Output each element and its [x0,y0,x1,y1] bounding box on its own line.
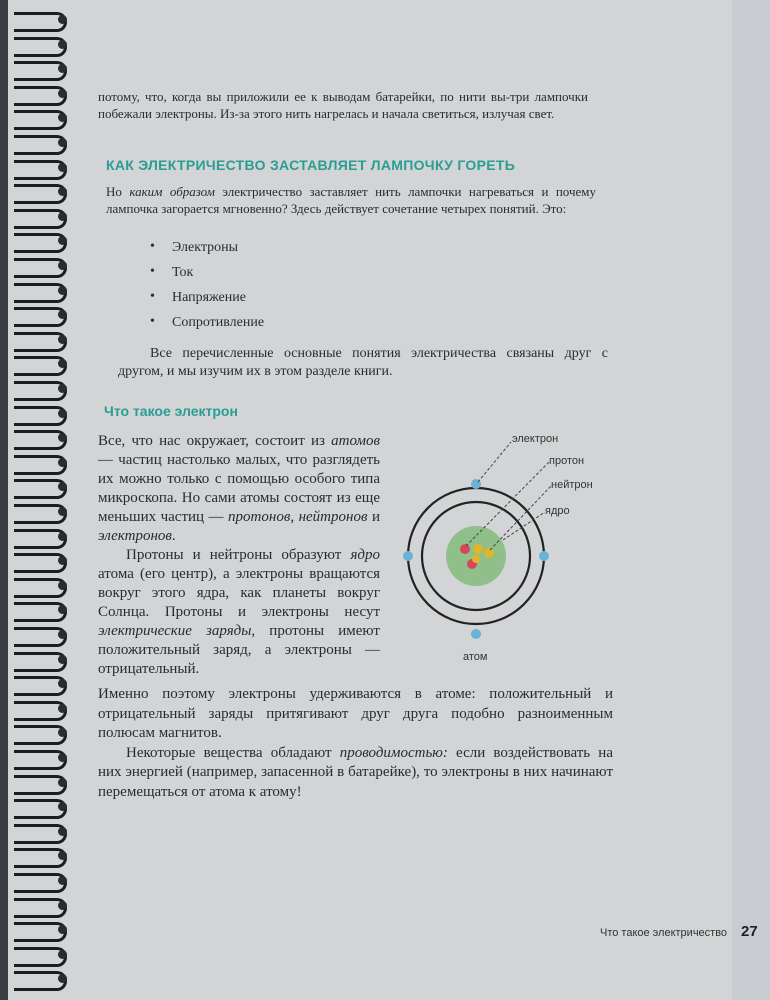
punch-hole [58,286,67,295]
electron [539,551,549,561]
list-item: • Напряжение [150,290,264,315]
neutron [472,555,480,563]
punch-hole [58,409,67,418]
punch-hole [58,876,67,885]
punch-hole [58,458,67,467]
punch-hole [58,753,67,762]
punch-hole [58,89,67,98]
conductivity-paragraph: Некоторые вещества обладают проводимостью: если воздействовать на них энергией (например, запасенной в батарейке), то электроны в них начинают перемещаться от атома к атому! [98,744,613,800]
punch-hole [58,532,67,541]
list-item: • Ток [150,265,264,290]
spiral-binding [8,0,78,1000]
page-number: 27 [741,923,758,940]
punch-hole [58,212,67,221]
proton [460,544,470,554]
punch-hole [58,384,67,393]
intro-paragraph: потому, что, когда вы приложили ее к выводам батарейки, по нити вы-три лампочки побежали электроны. Из-за этого нить нагрелась и начала светиться, излучая свет. [98,89,588,121]
punch-hole [58,507,67,516]
section-heading: КАК ЭЛЕКТРИЧЕСТВО ЗАСТАВЛЯЕТ ЛАМПОЧКУ ГОРЕТЬ [106,157,516,173]
leader-line [466,462,549,546]
punch-hole [58,827,67,836]
subheading: Что такое электрон [104,403,238,419]
label-atom: атом [463,651,488,663]
punch-hole [58,261,67,270]
punch-hole [58,15,67,24]
electron [471,629,481,639]
book-page [8,0,758,1000]
neutron [484,548,494,558]
list-item: • Сопротивление [150,315,264,340]
neutron [473,544,483,554]
leader-line [503,512,545,540]
section-paragraph: Но каким образом электричество заставляет нить лампочки нагреваться и почему лампочка загорается мгновенно? Здесь действует сочетание четырех понятий. Это: [106,184,596,216]
full-width-text [98,685,613,802]
punch-hole [58,163,67,172]
punch-hole [58,778,67,787]
atom-diagram [403,428,593,668]
atoms-paragraph: Все, что нас окружает, состоит из атомов — частиц настолько малых, что разглядеть их можно только с помощью особого типа микроскопа. Но сами атомы состоят из еще меньших частиц — протонов, нейтронов и электронов. [98,433,380,544]
list-item: • Электроны [150,240,264,265]
punch-hole [58,655,67,664]
left-column [98,432,380,679]
punch-hole [58,581,67,590]
punch-hole [58,630,67,639]
footer-title: Что такое электричество [600,927,728,939]
punch-hole [58,335,67,344]
punch-hole [58,950,67,959]
punch-hole [58,138,67,147]
attraction-paragraph: Именно поэтому электроны удерживаются в атоме: положительный и отрицательный заряды притягивают друг друга подобно разноименным полюсам магнитов. [98,686,613,741]
punch-hole [58,40,67,49]
concept-list [150,240,264,340]
electron [403,551,413,561]
leader-line [478,442,511,482]
label-nucleus: ядро [545,505,570,517]
punch-hole [58,901,67,910]
nucleus-paragraph: Протоны и нейтроны образуют ядро атома (его центр), а электроны вращаются вокруг этого ядра, как планеты вокруг Солнца. Протоны и электроны несут электрические заряды, протоны имеют положительный заряд, а электроны — отрицательный. [98,547,380,677]
label-proton: протон [549,455,585,467]
label-neutron: нейтрон [551,479,593,491]
label-electron: электрон [512,433,559,445]
summary-paragraph: Все перечисленные основные понятия электричества связаны друг с другом, и мы изучим их в этом разделе книги. [118,346,608,379]
punch-hole [58,704,67,713]
